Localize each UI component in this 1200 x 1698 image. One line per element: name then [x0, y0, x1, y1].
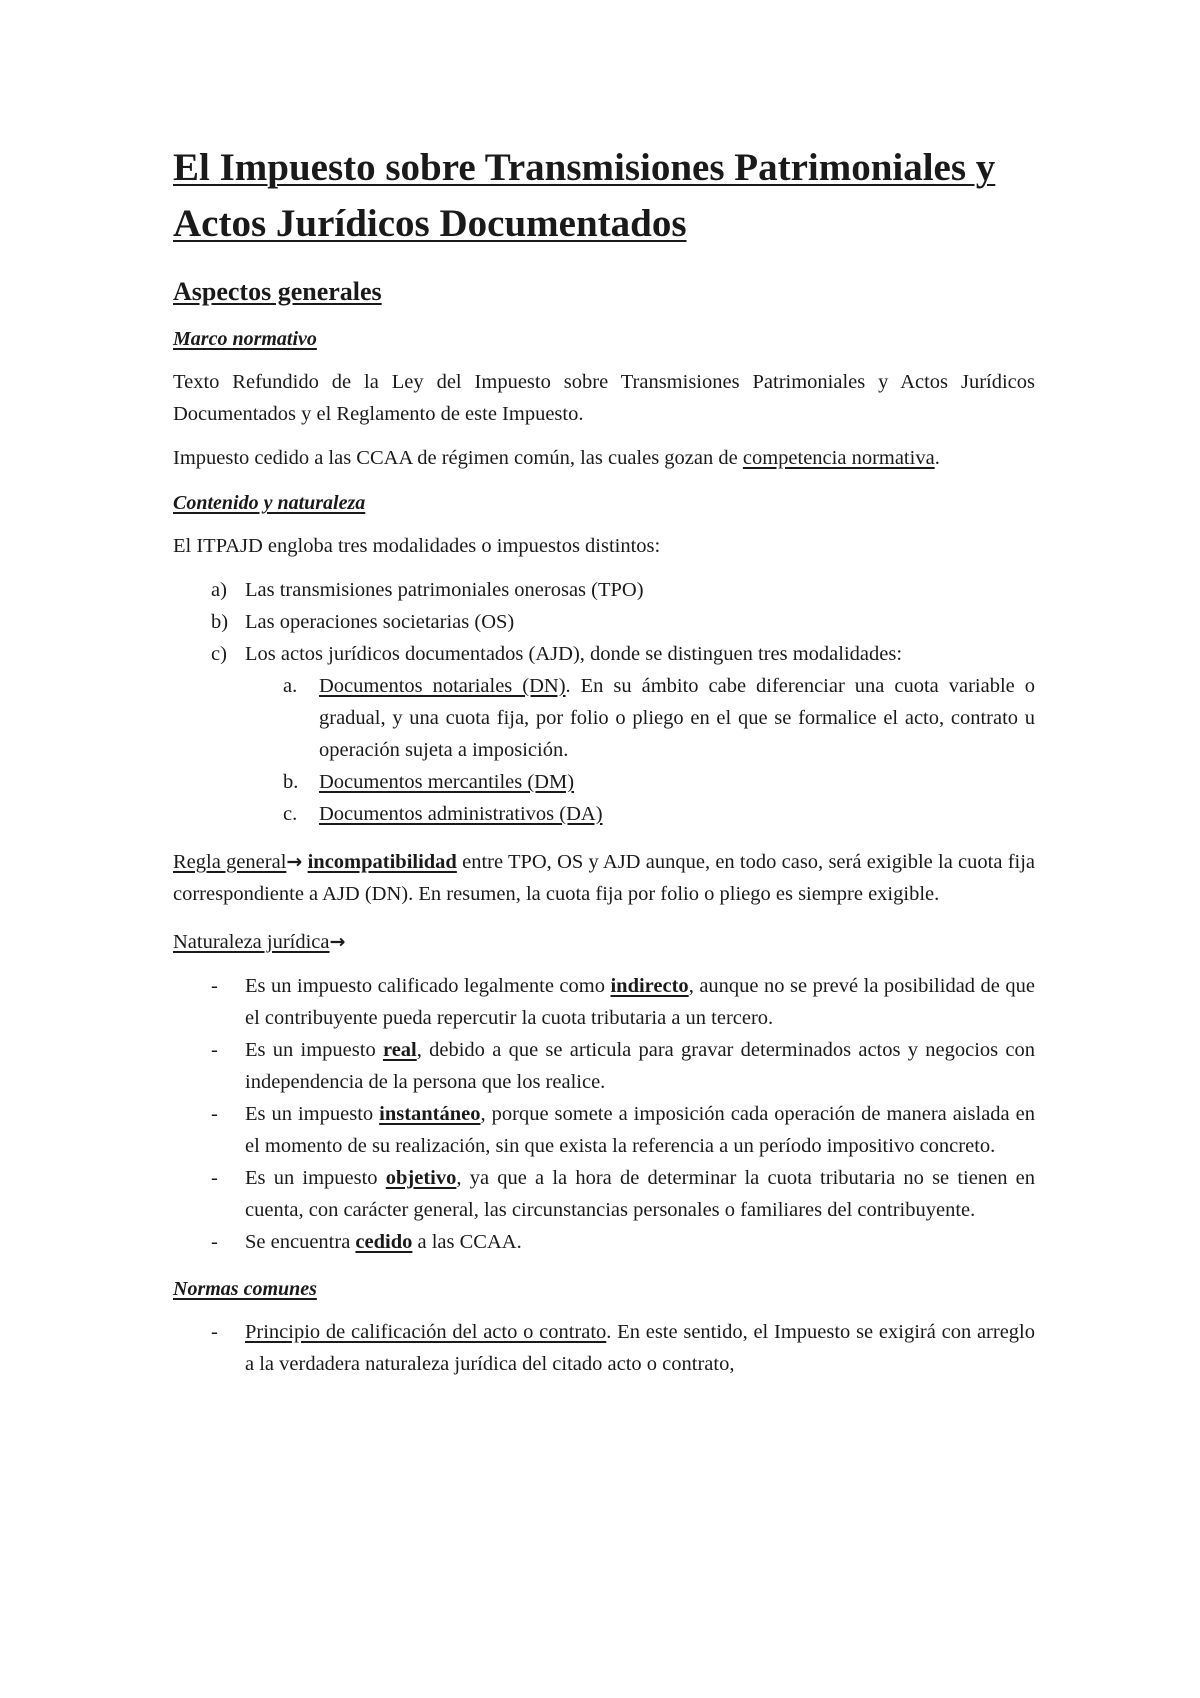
list-item: - Es un impuesto instantáneo, porque somete a imposición cada operación de manera aislada en el momento de su realización, sin que exista la referencia a un período impositivo concreto. — [211, 1103, 1035, 1157]
naturaleza-list — [173, 970, 1035, 1258]
list-item: - Se encuentra cedido a las CCAA. — [211, 1231, 522, 1253]
competencia-normativa-term: competencia normativa — [742, 447, 935, 469]
list-item: b) Las operaciones societarias (OS) — [211, 611, 515, 633]
list-item: a. Documentos notariales (DN). En su ámbito cabe diferenciar una cuota variable o gradual, y una cuota fija, por folio o pliego en el que se formalice el acto, contrato u operación sujeta a imposición. — [283, 675, 1035, 761]
regla-general-label: Regla general — [173, 851, 287, 873]
list-item: a) Las transmisiones patrimoniales onerosas (TPO) — [211, 579, 644, 601]
arrow-right-icon: → — [286, 851, 303, 873]
list-item: - Es un impuesto objetivo, ya que a la hora de determinar la cuota tributaria no se tienen en cuenta, con carácter general, las circunstancias personales o familiares del contribuyente. — [211, 1167, 1035, 1221]
contenido-intro: El ITPAJD engloba tres modalidades o impuestos distintos: — [173, 535, 661, 557]
list-item: c. Documentos administrativos (DA) — [283, 803, 603, 825]
ajd-sublist — [173, 670, 1035, 830]
contenido-heading: Contenido y naturaleza — [173, 492, 366, 514]
marco-normativo-heading: Marco normativo — [173, 328, 317, 350]
list-item: c) Los actos jurídicos documentados (AJD), donde se distinguen tres modalidades: — [211, 643, 903, 665]
list-item: - Es un impuesto real, debido a que se articula para gravar determinados actos y negocios con independencia de la persona que los realice. — [211, 1039, 1035, 1093]
title-line-2: Actos Jurídicos Documentados — [173, 202, 687, 245]
list-item: b. Documentos mercantiles (DM) — [283, 771, 575, 793]
incompatibilidad-term: incompatibilidad — [307, 851, 457, 873]
arrow-right-icon: → — [329, 931, 346, 953]
document-title — [173, 140, 1035, 252]
normas-comunes-heading: Normas comunes — [173, 1278, 317, 1300]
naturaleza-label-line — [173, 926, 1035, 958]
marco-paragraph-1: Texto Refundido de la Ley del Impuesto sobre Transmisiones Patrimoniales y Actos Jurídicos Documentados y el Reglamento de este Impuesto. — [173, 371, 1035, 425]
section-heading: Aspectos generales — [173, 277, 382, 306]
list-item: - Principio de calificación del acto o contrato. En este sentido, el Impuesto se exigirá con arreglo a la verdadera naturaleza jurídica del citado acto o contrato, — [211, 1321, 1035, 1375]
regla-general-paragraph: Regla general→ incompatibilidad entre TPO, OS y AJD aunque, en todo caso, será exigible la cuota fija correspondiente a AJD (DN). En resumen, la cuota fija por folio o pliego es siempre exigible. — [173, 851, 1036, 905]
title-line-1: El Impuesto sobre Transmisiones Patrimoniales y — [173, 146, 996, 189]
modalidades-list — [173, 574, 1035, 670]
naturaleza-label: Naturaleza jurídica — [173, 931, 330, 953]
marco-paragraph-2: Impuesto cedido a las CCAA de régimen común, las cuales gozan de competencia normativa. — [173, 447, 940, 469]
normas-list — [173, 1316, 1035, 1380]
document-page — [173, 140, 1035, 1380]
list-item: - Es un impuesto calificado legalmente como indirecto, aunque no se prevé la posibilidad de que el contribuyente pueda repercutir la cuota tributaria a un tercero. — [211, 975, 1035, 1029]
